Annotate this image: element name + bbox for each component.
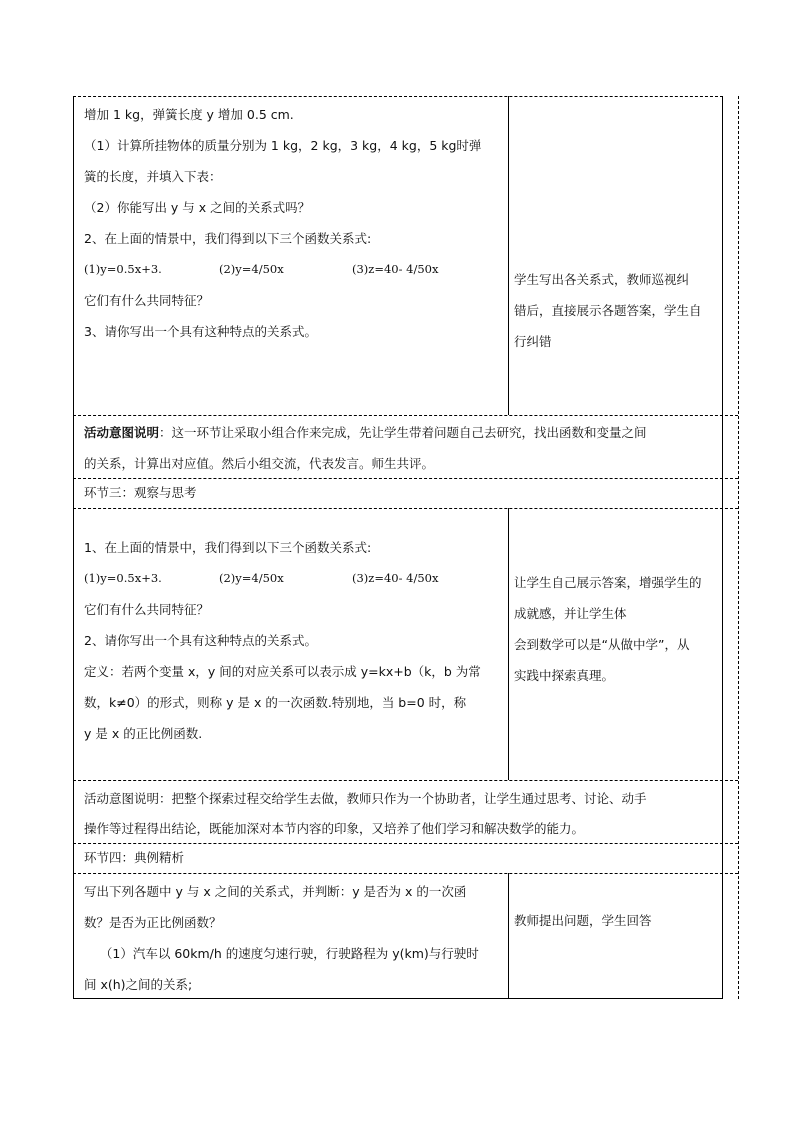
text-line: 2、请你写出一个具有这种特点的关系式。 [84, 633, 317, 648]
section1-right [514, 264, 702, 357]
row-divider [73, 415, 738, 416]
text-line: （1）汽车以 60km/h 的速度匀速行驶，行驶路程为 y(km)与行驶时 [84, 946, 479, 961]
text-line: y 是 x 的正比例函数. [84, 726, 203, 741]
row-divider [73, 873, 738, 874]
text-line: 会到数学可以是“从做中学”，从 [514, 637, 690, 652]
section2-line1: 1、在上面的情景中，我们得到以下三个函数关系式: [84, 540, 372, 555]
text-line: 学生写出各关系式，教师巡视纠 [514, 272, 690, 287]
section2-left [84, 594, 481, 749]
intent1-line2: 的关系，计算出对应值。然后小组交流，代表发言。师生共评。 [84, 456, 435, 471]
formula-3: (3)z=40- 4/50x [352, 571, 439, 585]
section1-left [84, 99, 481, 254]
column-divider-3 [508, 873, 509, 999]
text-line: 让学生自己展示答案，增强学生的 [514, 575, 702, 590]
intent2-line1: 活动意图说明：把整个探索过程交给学生去做，教师只作为一个协助者，让学生通过思考、讨论、动手 [84, 791, 647, 806]
formula-2: (2)y=4/50x [219, 571, 284, 585]
text-line: 写出下列各题中 y 与 x 之间的关系式，并判断：y 是否为 x 的一次函 [84, 884, 467, 899]
column-divider-1 [508, 96, 509, 415]
text-line: 数，k≠0）的形式，则称 y 是 x 的一次函数.特别地，当 b=0 时，称 [84, 695, 467, 710]
text-line: 成就感，并让学生体 [514, 606, 627, 621]
intent-label: 活动意图说明 [84, 425, 160, 440]
text-line: 间 x(h)之间的关系; [84, 977, 193, 992]
text-line: 错后，直接展示各题答案，学生自 [514, 303, 702, 318]
text-line: 行纠错 [514, 334, 552, 349]
text-line: （1）计算所挂物体的质量分别为 1 kg，2 kg，3 kg，4 kg，5 kg时弹 [84, 138, 482, 153]
column-divider-2 [508, 508, 509, 780]
text-line: 3、请你写出一个具有这种特点的关系式。 [84, 324, 317, 339]
formula-1: (1)y=0.5x+3. [84, 262, 162, 276]
table-top-border [73, 96, 723, 97]
formula-1: (1)y=0.5x+3. [84, 571, 162, 585]
text-line: 数？是否为正比例函数？ [84, 915, 222, 930]
section3-left [84, 876, 479, 1000]
intent1-line1 [84, 417, 647, 448]
formula-2: (2)y=4/50x [219, 262, 284, 276]
intent-text: ：这一环节让采取小组合作来完成，先让学生带着问题自己去研究，找出函数和变量之间 [159, 425, 647, 440]
row-divider [73, 508, 738, 509]
text-line: 定义：若两个变量 x，y 间的对应关系可以表示成 y=kx+b（k，b 为常 [84, 664, 481, 679]
step4-title: 环节四：典例精析 [84, 850, 185, 865]
text-line: 增加 1 kg，弹簧长度 y 增加 0.5 cm. [84, 107, 294, 122]
step3-title: 环节三：观察与思考 [84, 485, 197, 500]
text-line: 簧的长度，并填入下表： [84, 169, 222, 184]
text-line: 实践中探索真理。 [514, 668, 615, 683]
text-line: （2）你能写出 y 与 x 之间的关系式吗？ [84, 200, 311, 215]
section2-right [514, 567, 702, 691]
text-line: 2、在上面的情景中，我们得到以下三个函数关系式: [84, 231, 372, 246]
section1-left-2 [84, 285, 317, 347]
row-divider [73, 780, 738, 781]
section3-right: 教师提出问题，学生回答 [514, 913, 652, 928]
margin-dashed-line [738, 96, 739, 999]
text-line: 它们有什么共同特征？ [84, 602, 210, 617]
formula-3: (3)z=40- 4/50x [352, 262, 439, 276]
text-line: 它们有什么共同特征？ [84, 293, 210, 308]
intent2-line2: 操作等过程得出结论，既能加深对本节内容的印象，又培养了他们学习和解决数学的能力。 [84, 821, 585, 836]
